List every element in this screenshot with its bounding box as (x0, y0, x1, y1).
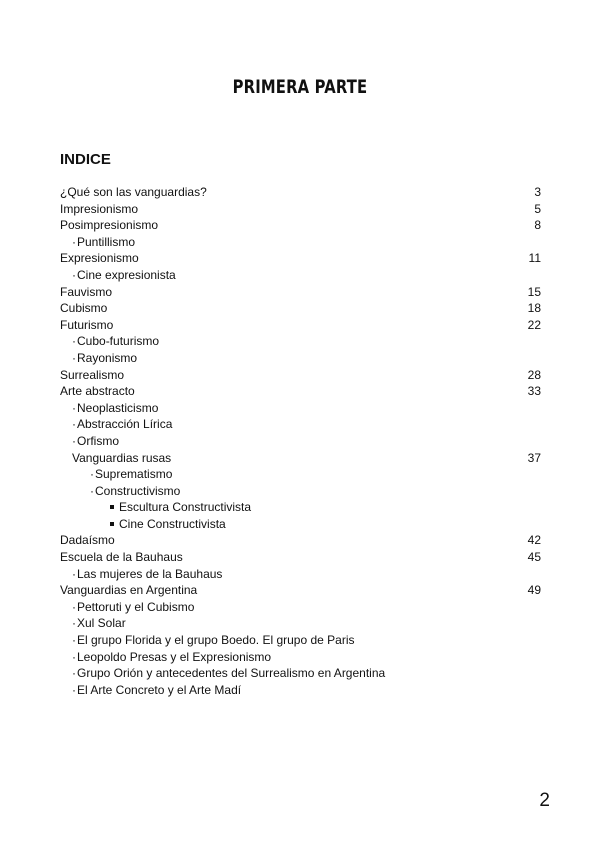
toc-entry-page: 8 (534, 218, 541, 233)
toc-entry-label (60, 516, 226, 533)
toc-entry-label (60, 433, 119, 450)
toc-entry-label (60, 267, 176, 284)
toc-entry (60, 284, 541, 301)
toc-entry-page: 28 (527, 367, 541, 382)
toc-entry-text: Xul Solar (77, 616, 126, 631)
toc-entry-label (60, 682, 241, 699)
toc-entry-page: 37 (527, 450, 541, 465)
toc-entry-page: 22 (527, 317, 541, 332)
toc-entry (60, 499, 541, 516)
toc-entry-page: 15 (527, 284, 541, 299)
toc-entry-text: Escultura Constructivista (119, 500, 252, 515)
toc-entry-text: Futurismo (60, 317, 114, 332)
toc-entry (60, 483, 541, 500)
toc-entry (60, 416, 541, 433)
toc-entry (60, 234, 541, 251)
dot-bullet-icon: · (72, 400, 76, 415)
toc-entry (60, 532, 541, 549)
dot-bullet-icon: · (72, 633, 76, 648)
dot-bullet-icon: · (72, 616, 76, 631)
toc-entry-text: Las mujeres de la Bauhaus (77, 566, 223, 581)
toc-entry (60, 250, 541, 267)
toc-entry-label (60, 284, 112, 301)
toc-entry-label (60, 250, 139, 267)
toc-entry-text: Surrealismo (60, 367, 125, 382)
toc-entry-label (60, 367, 124, 384)
toc-entry-page: 18 (527, 301, 541, 316)
dot-bullet-icon: · (72, 599, 76, 614)
dot-bullet-icon: · (72, 649, 76, 664)
toc-entry-label (60, 599, 194, 616)
toc-entry (60, 300, 541, 317)
toc-entry-page: 3 (534, 185, 541, 199)
toc-entry-label (60, 632, 355, 649)
toc-entry-text: Dadaísmo (60, 533, 115, 548)
toc-entry-text: Puntillismo (77, 234, 136, 249)
toc-entry-text: Neoplasticismo (77, 400, 159, 415)
toc-entry (60, 433, 541, 450)
toc-entry (60, 599, 541, 616)
toc-entry (60, 582, 541, 599)
toc-entry-text: Orfismo (77, 433, 119, 448)
square-bullet-icon (110, 522, 114, 526)
toc-entry-text: Grupo Orión y antecedentes del Surrealismo en Argentina (77, 666, 386, 681)
toc-entry-page: 5 (534, 201, 541, 216)
toc-entry-label (60, 217, 158, 234)
toc-entry (60, 367, 541, 384)
toc-entry (60, 632, 541, 649)
dot-bullet-icon: · (72, 682, 76, 697)
square-bullet-icon (110, 505, 114, 509)
toc-entry-label (60, 300, 107, 317)
toc-entry (60, 450, 541, 467)
table-of-contents (60, 184, 541, 698)
toc-entry (60, 267, 541, 284)
toc-entry-label (60, 201, 138, 218)
toc-entry-label (60, 466, 172, 483)
part-title: PRIMERA PARTE (232, 76, 368, 98)
toc-entry-text: El Arte Concreto y el Arte Madí (77, 682, 242, 697)
toc-entry (60, 516, 541, 533)
toc-entry-text: Leopoldo Presas y el Expresionismo (77, 649, 272, 664)
dot-bullet-icon: · (72, 234, 76, 249)
page-number: 2 (539, 790, 550, 811)
toc-entry (60, 184, 541, 201)
toc-entry-label (60, 184, 207, 201)
toc-entry-label (60, 532, 115, 549)
toc-entry-label (60, 499, 251, 516)
toc-entry-text: Constructivismo (95, 483, 181, 498)
toc-entry-page: 33 (527, 384, 541, 399)
toc-entry-text: Cubo-futurismo (77, 334, 160, 349)
toc-entry-page: 45 (527, 550, 541, 565)
toc-entry-label (60, 350, 137, 367)
toc-entry-text: Posimpresionismo (60, 218, 159, 233)
toc-entry-text: Cine Constructivista (119, 516, 226, 531)
toc-entry-page: 49 (527, 583, 541, 598)
toc-entry-text: Impresionismo (60, 201, 139, 216)
dot-bullet-icon: · (72, 334, 76, 349)
toc-entry-text: Abstracción Lírica (77, 417, 173, 432)
toc-entry-label (60, 483, 180, 500)
toc-entry (60, 466, 541, 483)
toc-entry-text: ¿Qué son las vanguardias? (60, 185, 207, 199)
toc-entry-page: 42 (527, 533, 541, 548)
dot-bullet-icon: · (90, 467, 94, 482)
toc-entry-label (60, 317, 113, 334)
toc-entry (60, 566, 541, 583)
toc-entry-label (60, 549, 183, 566)
toc-entry-page: 11 (528, 251, 541, 266)
toc-entry (60, 201, 541, 218)
toc-entry-label (60, 665, 385, 682)
toc-entry (60, 615, 541, 632)
toc-entry-label (60, 416, 172, 433)
toc-entry-label (60, 615, 126, 632)
toc-entry-text: Fauvismo (60, 284, 113, 299)
toc-entry-text: Expresionismo (60, 251, 139, 266)
toc-entry-text: Vanguardias rusas (72, 450, 172, 465)
toc-entry-label (60, 582, 197, 599)
toc-entry-text: Arte abstracto (60, 384, 135, 399)
toc-entry (60, 665, 541, 682)
toc-entry-text: Cine expresionista (77, 267, 176, 282)
dot-bullet-icon: · (72, 267, 76, 282)
dot-bullet-icon: · (90, 483, 94, 498)
toc-entry-label (60, 383, 135, 400)
dot-bullet-icon: · (72, 417, 76, 432)
toc-entry-label (60, 333, 159, 350)
toc-heading: INDICE (60, 151, 111, 168)
toc-entry (60, 383, 541, 400)
dot-bullet-icon: · (72, 433, 76, 448)
toc-entry-text: Rayonismo (77, 350, 138, 365)
dot-bullet-icon: · (72, 666, 76, 681)
toc-entry-text: Suprematismo (95, 467, 173, 482)
toc-entry (60, 350, 541, 367)
toc-entry-text: Vanguardias en Argentina (60, 583, 198, 598)
toc-entry (60, 400, 541, 417)
toc-entry-label (60, 649, 271, 666)
toc-entry (60, 649, 541, 666)
toc-entry-text: Escuela de la Bauhaus (60, 550, 183, 565)
toc-entry (60, 549, 541, 566)
toc-entry-label (60, 234, 135, 251)
toc-entry-text: Cubismo (60, 301, 108, 316)
toc-entry (60, 217, 541, 234)
toc-entry-text: El grupo Florida y el grupo Boedo. El grupo de Paris (77, 633, 355, 648)
toc-entry-label (60, 566, 222, 583)
dot-bullet-icon: · (72, 350, 76, 365)
toc-entry-text: Pettoruti y el Cubismo (77, 599, 195, 614)
dot-bullet-icon: · (72, 566, 76, 581)
toc-entry-label (60, 450, 171, 467)
toc-entry (60, 682, 541, 699)
toc-entry (60, 333, 541, 350)
toc-entry (60, 317, 541, 334)
toc-entry-label (60, 400, 158, 417)
